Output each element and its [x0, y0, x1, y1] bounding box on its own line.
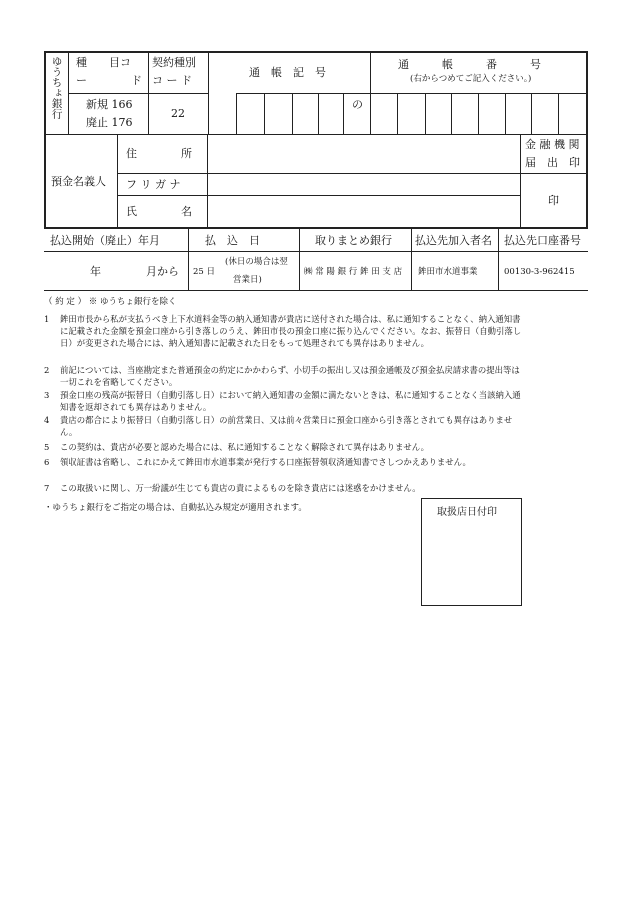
term-text: この契約は、貴店が必要と認めた場合には、私に通知することなく解除されて異存はありません。 [60, 442, 430, 452]
cancel-code: 廃止 176 [86, 116, 133, 129]
rule-t2 [299, 228, 300, 290]
term-number: 1 [44, 314, 50, 324]
seal-header-1: 金 融 機 関 [525, 138, 580, 151]
rule-pn6 [531, 93, 532, 134]
bank-name: ㈱ 常 陽 銀 行 鉾 田 支 店 [304, 267, 403, 277]
rule-v3 [208, 51, 209, 134]
name-label: 氏 名 [126, 205, 192, 218]
frame-top [44, 51, 588, 53]
pay-day-note-1: (休日の場合は翌 [225, 257, 288, 267]
rule-pn2 [425, 93, 426, 134]
header-account: 払込先口座番号 [504, 234, 581, 247]
seal-header-2: 届 出 印 [525, 156, 580, 169]
rule-t1 [188, 228, 189, 290]
contract-bottom: コ ー ド [152, 74, 192, 87]
account-number: 00130-3-962415 [504, 267, 575, 277]
rule-pn4 [478, 93, 479, 134]
rule-seal-head [520, 173, 586, 174]
contract-value: 22 [171, 107, 185, 120]
term-text: 鉾田市長から私が支払うべき上下水道料金等の納入通知書が貴店に送付された場合は、私に通知することなく、納入通知書に記載された金額を預金口座から引き落しのうえ、鉾田市長の預金口座に振り込んでください。なお、振替日（自動引落し日）が変更された場合には、納入通知書に記載された日をもって処理されても異存はありません。 [60, 314, 522, 349]
rule-dep1 [117, 134, 118, 227]
term-item [44, 456, 524, 468]
rule-t4 [498, 228, 499, 290]
term-item [44, 441, 524, 453]
depositor-label: 預金名義人 [51, 175, 106, 188]
term-text: 預金口座の残高が振替日（自動引落し日）において納入通知書の金額に満たないときは、私に通知することなく当該納入通知書を返却されても異存はありません。 [60, 390, 521, 413]
header-bank: 取りまとめ銀行 [315, 234, 392, 247]
rule-pc4 [318, 93, 319, 134]
term-text: 前記については、当座勘定また普通預金の約定にかかわらず、小切手の振出し又は預金通帳及び預金払戻請求書の提出等は一切これを省略してください。 [60, 365, 520, 388]
frame-right [586, 51, 588, 229]
passbook-number-label: 通 帳 番 号 [398, 58, 541, 71]
passbook-code-label: 通 帳 記 号 [249, 66, 326, 79]
rule-pc5 [343, 93, 344, 134]
rule-t3 [411, 228, 412, 290]
header-start: 払込開始（廃止）年月 [50, 234, 160, 247]
frame-bottom [44, 227, 588, 229]
bank-vertical-label: ゆうちょ銀行 [50, 56, 63, 119]
term-text: 貴店の都合により振替日（自動引落し日）の前営業日、又は前々営業日に預金口座から引き落とされても異存はありません。 [60, 415, 513, 438]
stamp-label: 取扱店日付印 [437, 507, 497, 518]
term-text: 領収証書は省略し、これにかえて鉾田市水道事業が発行する口座振替領収済通知書でさしつかえありません。 [60, 457, 471, 467]
rule-pn3 [451, 93, 452, 134]
pay-day: 25 日 [193, 267, 216, 277]
rule-addr-bottom [117, 173, 520, 174]
term-item [44, 313, 524, 350]
header-payday: 払 込 日 [205, 234, 260, 247]
passbook-number-note: (右からつめてご記入ください。) [410, 74, 532, 84]
kind-code-bottom: ー ド [76, 74, 142, 87]
no-char: の [352, 98, 363, 111]
terms-heading: （ 約 定 ） ※ ゆうちょ銀行を除く [44, 297, 177, 307]
pay-day-note-2: 営業日) [233, 275, 262, 285]
term-number: 7 [44, 483, 50, 493]
term-text: この取扱いに関し、万一紛議が生じても貴店の責によるものを除き貴店には迷惑をかけません。 [60, 483, 421, 493]
rule-table-header [44, 251, 588, 252]
rule-code-bottom [68, 93, 208, 94]
rule-pc2 [264, 93, 265, 134]
address-label: 住 所 [126, 147, 192, 160]
term-number: 4 [44, 415, 50, 425]
term-item [44, 364, 524, 388]
rule-kana-bottom [117, 195, 520, 196]
date-stamp-box [421, 498, 522, 606]
term-number: 6 [44, 457, 50, 467]
rule-pn7 [558, 93, 559, 134]
rule-dep2 [207, 134, 208, 227]
header-payee: 払込先加入者名 [415, 234, 492, 247]
term-item [44, 389, 524, 413]
rule-pn1 [397, 93, 398, 134]
rule-pn5 [505, 93, 506, 134]
seal-mark: 印 [548, 194, 559, 207]
start-year: 年 [90, 265, 101, 278]
rule-table-bottom [44, 290, 588, 291]
contract-top: 契約種別 [152, 56, 196, 69]
new-code: 新規 166 [86, 98, 133, 111]
rule-header-bottom [236, 93, 586, 94]
rule-dep3 [520, 134, 521, 227]
rule-pc1 [236, 93, 237, 134]
term-number: 2 [44, 365, 50, 375]
rule-account-bottom [44, 134, 588, 135]
term-number: 5 [44, 442, 50, 452]
term-item [44, 414, 524, 438]
payee-name: 鉾田市水道事業 [418, 267, 478, 277]
rule-pc6 [370, 51, 371, 134]
term-number: 3 [44, 390, 50, 400]
yucho-note: ・ゆうちょ銀行をご指定の場合は、自動払込み規定が適用されます。 [44, 503, 307, 513]
term-item [44, 482, 524, 494]
rule-pc3 [292, 93, 293, 134]
start-month: 月から [146, 265, 179, 278]
frame-left [44, 51, 46, 229]
kind-code-top: 種 目コ [76, 56, 131, 69]
furigana-label: フ リ ガ ナ [126, 178, 181, 191]
